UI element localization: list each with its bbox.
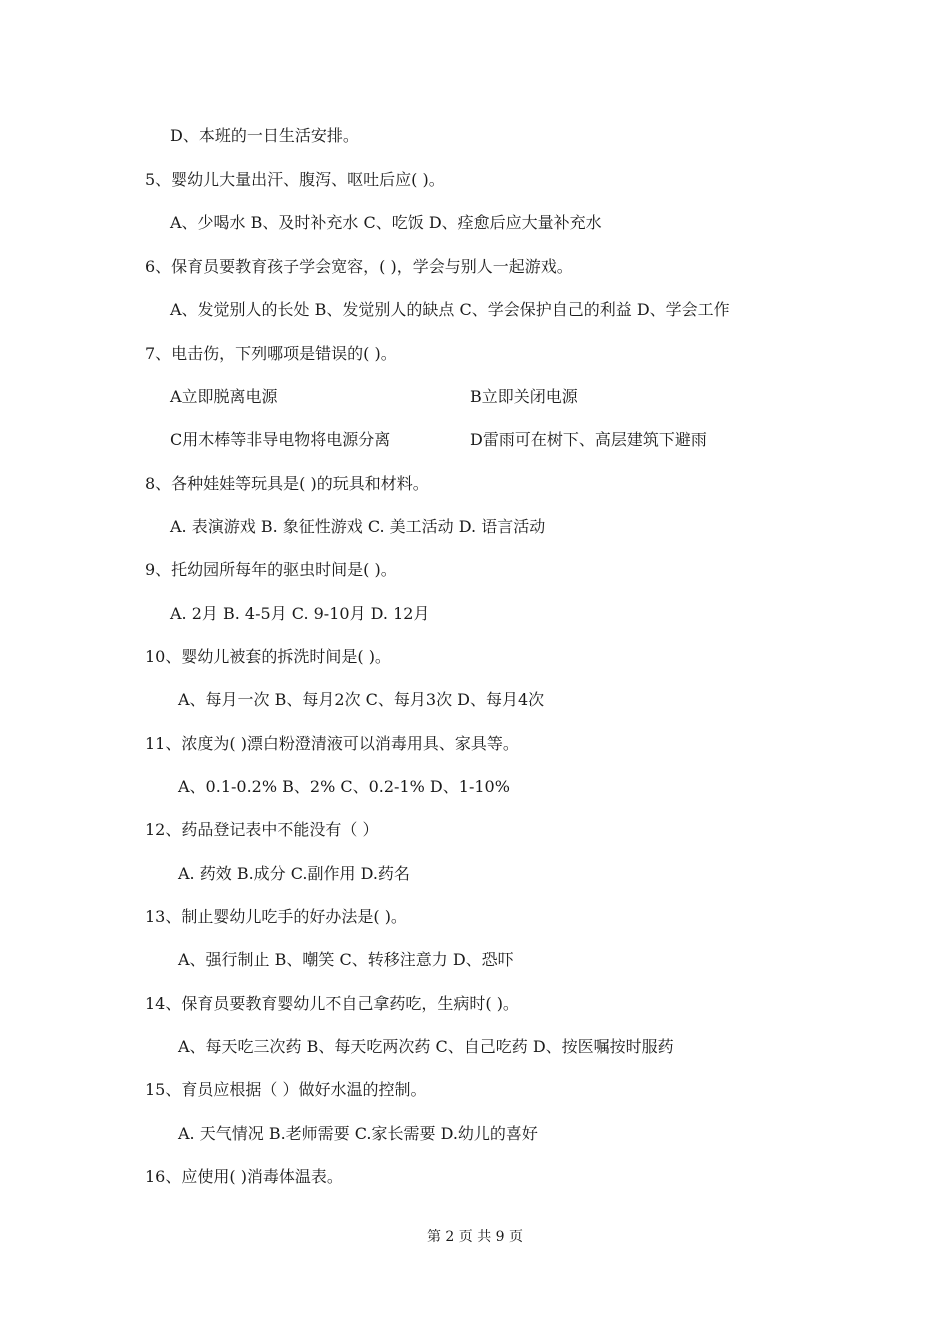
q9-options: A. 2月 B. 4-5月 C. 9-10月 D. 12月 bbox=[170, 604, 430, 623]
q16-question: 16、应使用( )消毒体温表。 bbox=[145, 1167, 343, 1186]
q9-question: 9、托幼园所每年的驱虫时间是( )。 bbox=[145, 560, 397, 579]
q10-question: 10、婴幼儿被套的拆洗时间是( )。 bbox=[145, 647, 391, 666]
q13-question: 13、制止婴幼儿吃手的好办法是( )。 bbox=[145, 907, 407, 926]
q13-options: A、强行制止 B、嘲笑 C、转移注意力 D、恐吓 bbox=[178, 950, 514, 969]
q14-options: A、每天吃三次药 B、每天吃两次药 C、自己吃药 D、按医嘱按时服药 bbox=[178, 1037, 674, 1056]
q5-question: 5、婴幼儿大量出汗、腹泻、呕吐后应( )。 bbox=[145, 170, 445, 189]
q7-option-b: B立即关闭电源 bbox=[470, 387, 578, 406]
q11-question: 11、浓度为( )漂白粉澄清液可以消毒用具、家具等。 bbox=[145, 734, 519, 753]
q12-options: A. 药效 B.成分 C.副作用 D.药名 bbox=[178, 864, 410, 883]
q15-options: A. 天气情况 B.老师需要 C.家长需要 D.幼儿的喜好 bbox=[178, 1124, 538, 1143]
q7-option-a: A立即脱离电源 bbox=[170, 387, 278, 406]
q5-options: A、少喝水 B、及时补充水 C、吃饭 D、痊愈后应大量补充水 bbox=[170, 213, 602, 232]
q14-question: 14、保育员要教育婴幼儿不自己拿药吃，生病时( )。 bbox=[145, 994, 519, 1013]
page-footer: 第 2 页 共 9 页 bbox=[426, 1229, 524, 1245]
q10-options: A、每月一次 B、每月2次 C、每月3次 D、每月4次 bbox=[178, 690, 545, 709]
q7-option-c: C用木棒等非导电物将电源分离 bbox=[170, 430, 391, 449]
q7-question: 7、电击伤，下列哪项是错误的( )。 bbox=[145, 344, 397, 363]
q12-question: 12、药品登记表中不能没有（ ） bbox=[145, 820, 379, 839]
q11-options: A、0.1-0.2% B、2% C、0.2-1% D、1-10% bbox=[178, 777, 510, 796]
q6-options: A、发觉别人的长处 B、发觉别人的缺点 C、学会保护自己的利益 D、学会工作 bbox=[170, 300, 730, 319]
q15-question: 15、育员应根据（ ）做好水温的控制。 bbox=[145, 1080, 427, 1099]
q6-question: 6、保育员要教育孩子学会宽容，( )，学会与别人一起游戏。 bbox=[145, 257, 573, 276]
q4-option-d: D、本班的一日生活安排。 bbox=[170, 126, 359, 145]
q8-question: 8、各种娃娃等玩具是( )的玩具和材料。 bbox=[145, 474, 429, 493]
q8-options: A. 表演游戏 B. 象征性游戏 C. 美工活动 D. 语言活动 bbox=[170, 517, 546, 536]
q7-option-d: D雷雨可在树下、高层建筑下避雨 bbox=[470, 430, 707, 449]
